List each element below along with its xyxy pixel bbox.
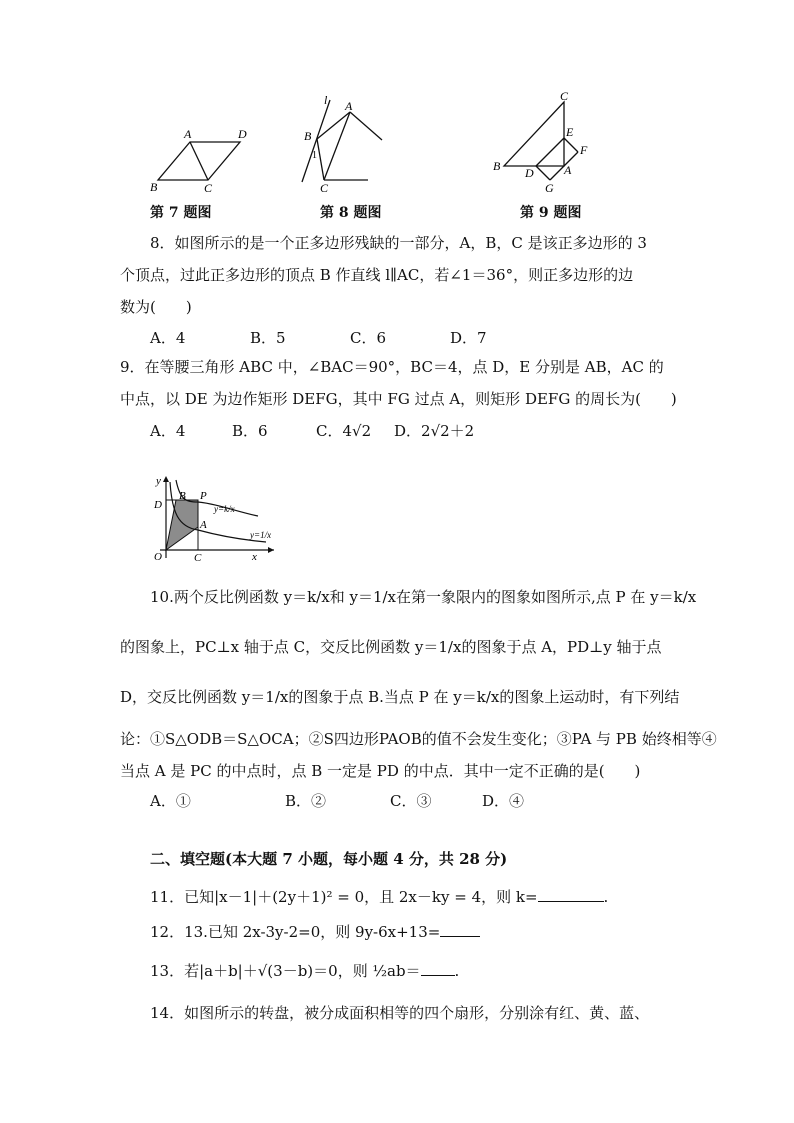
label-x: x xyxy=(252,551,257,563)
q10-choice-c: C．③ xyxy=(390,792,432,810)
q11-end: . xyxy=(603,888,609,906)
q10-line4: 论：①S△ODB＝S△OCA；②S四边形PAOB的值不会发生变化；③PA 与 PB 始终相等④ xyxy=(120,730,717,748)
triangle-abc xyxy=(504,102,564,166)
segment-ef xyxy=(564,138,578,152)
q8-choice-d: D．7 xyxy=(450,329,487,347)
diagonal-ac xyxy=(190,142,208,180)
figure-8-caption: 第 8 题图 xyxy=(320,205,382,221)
q10-line5: 当点 A 是 PC 的中点时，点 B 一定是 PD 的中点．其中一定不正确的是( ) xyxy=(120,762,641,780)
q9-line2: 中点，以 DE 为边作矩形 DEFG，其中 FG 过点 A，则矩形 DEFG 的周长为( ) xyxy=(120,390,677,408)
q8-choice-a: A．4 xyxy=(150,329,186,347)
label-a: A xyxy=(184,127,192,141)
label-l: l xyxy=(324,93,328,107)
q11-answer-blank[interactable] xyxy=(538,887,604,902)
x-axis-arrow xyxy=(268,547,274,553)
q12 xyxy=(150,921,480,943)
label-a: A xyxy=(345,99,353,113)
label-c: C xyxy=(560,92,569,103)
label-d: D xyxy=(525,166,534,180)
label-b: B xyxy=(493,159,501,173)
q9-choice-b: B．6 xyxy=(232,422,268,440)
figure-8 xyxy=(290,92,390,197)
q9-choice-c: C．4√2 xyxy=(316,422,372,440)
q12-answer-blank[interactable] xyxy=(440,922,480,937)
label-d: D xyxy=(238,127,247,141)
q13-end: . xyxy=(454,962,460,980)
label-b: B xyxy=(179,490,186,502)
label-angle-1: 1 xyxy=(312,150,317,161)
label-c: C xyxy=(204,181,213,195)
q8-choice-c: C．6 xyxy=(350,329,387,347)
y-axis-arrow xyxy=(163,476,169,482)
q11-text: 11．已知|x－1|＋(2y＋1)² = 0，且 2x－ky = 4，则 k= xyxy=(150,888,538,906)
q10-choice-b: B．② xyxy=(285,792,327,810)
q8-line2: 个顶点，过此正多边形的顶点 B 作直线 l∥AC，若∠1＝36°，则正多边形的边 xyxy=(120,266,634,284)
figure-10 xyxy=(148,472,280,564)
q12-text: 12．13.已知 2x-3y-2=0，则 9y-6x+13= xyxy=(150,923,441,941)
q11 xyxy=(150,886,608,908)
label-f2: y=1/x xyxy=(250,530,272,540)
q9-choice-a: A．4 xyxy=(150,422,186,440)
label-a: A xyxy=(564,163,572,177)
label-g: G xyxy=(545,181,554,195)
label-b: B xyxy=(304,129,312,143)
figure-9 xyxy=(490,92,600,197)
q10-line2: 的图象上，PC⊥x 轴于点 C，交反比例函数 y＝1/x的图象于点 A，PD⊥y 轴于点 xyxy=(120,638,662,656)
q9-choice-d: D．2√2＋2 xyxy=(394,422,475,440)
q13 xyxy=(150,960,459,982)
q14-line1: 14．如图所示的转盘，被分成面积相等的四个扇形，分别涂有红、黄、蓝、 xyxy=(150,1004,650,1022)
label-f1: y=k/x xyxy=(214,504,235,514)
label-c: C xyxy=(194,552,202,564)
label-b: B xyxy=(150,180,158,194)
label-f: F xyxy=(580,143,588,157)
label-c: C xyxy=(320,181,329,195)
label-a: A xyxy=(200,519,207,531)
figure-7-caption: 第 7 题图 xyxy=(150,205,212,221)
shaded-quadrilateral-paob xyxy=(166,500,198,550)
q10-choice-d: D．④ xyxy=(482,792,525,810)
segment-de xyxy=(536,138,564,166)
figure-9-caption: 第 9 题图 xyxy=(520,205,582,221)
q8-choice-b: B．5 xyxy=(250,329,286,347)
segment-bc xyxy=(317,139,324,180)
label-o: O xyxy=(154,551,162,563)
segment-a-out xyxy=(350,112,382,140)
section-2-heading: 二、填空题(本大题 7 小题，每小题 4 分，共 28 分) xyxy=(150,850,508,868)
q10-choice-a: A．① xyxy=(150,792,191,810)
q13-answer-blank[interactable] xyxy=(421,961,455,976)
figure-7 xyxy=(140,120,270,200)
q10-line3: D，交反比例函数 y＝1/x的图象于点 B.当点 P 在 y＝k/x的图象上运动时，有下列结 xyxy=(120,688,680,706)
label-p: P xyxy=(200,490,207,502)
label-y: y xyxy=(156,475,161,487)
q10-line1: 10.两个反比例函数 y＝k/x和 y＝1/x在第一象限内的图象如图所示,点 P 在 y＝k/x xyxy=(150,588,697,606)
label-e: E xyxy=(566,125,574,139)
segment-gd xyxy=(536,166,550,180)
label-d: D xyxy=(154,499,162,511)
q8-line1: 8．如图所示的是一个正多边形残缺的一部分，A，B，C 是该正多边形的 3 xyxy=(150,234,647,252)
q9-line1: 9．在等腰三角形 ABC 中，∠BAC＝90°，BC＝4，点 D，E 分别是 AB，AC 的 xyxy=(120,358,664,376)
q8-line3: 数为( ) xyxy=(120,298,192,316)
q13-text: 13．若|a＋b|＋√(3－b)＝0，则 ½ab＝ xyxy=(150,962,421,980)
